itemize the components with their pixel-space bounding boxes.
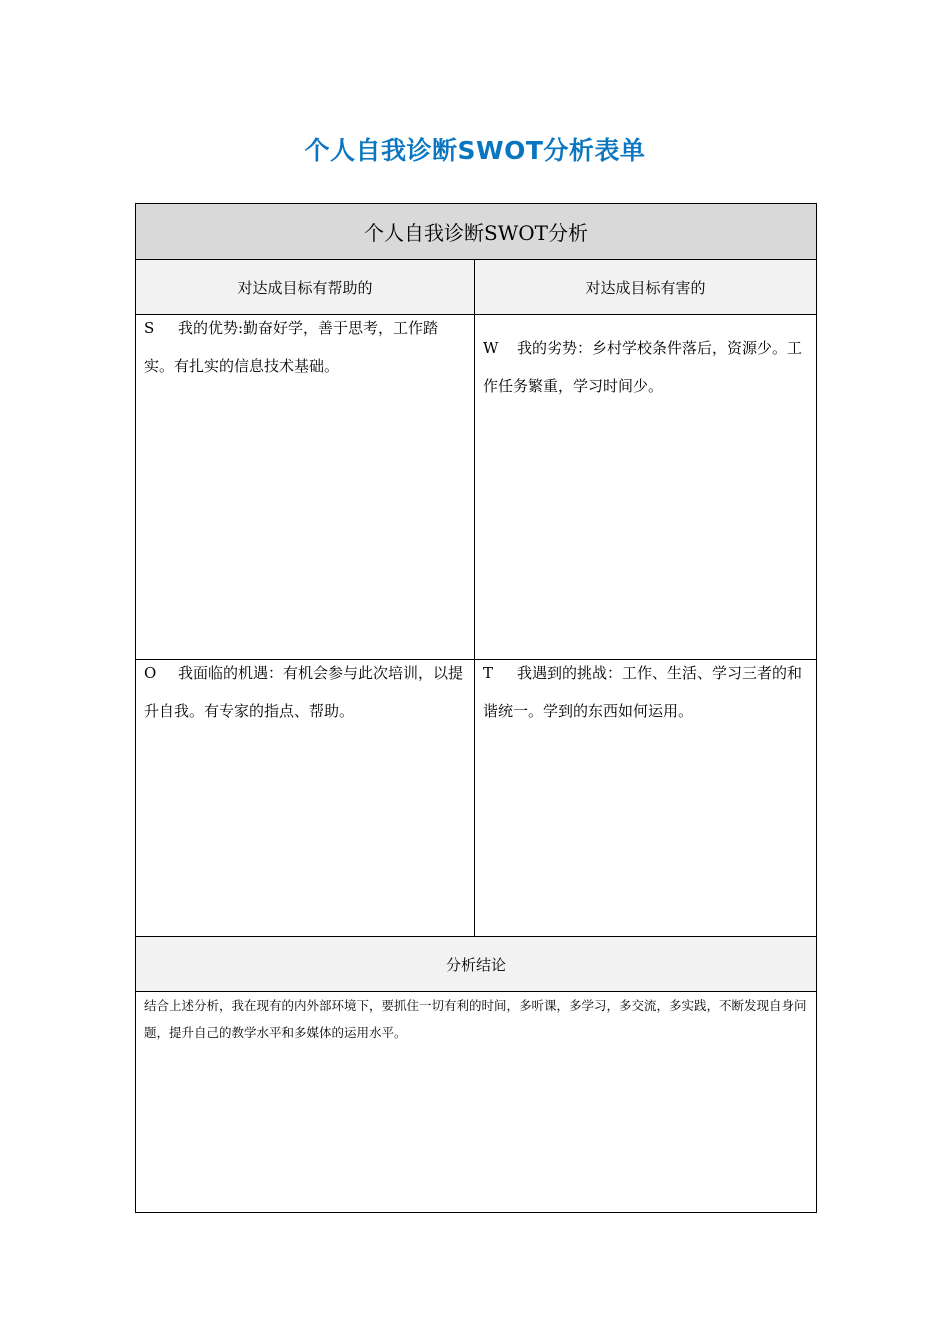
- threats-letter: T: [483, 664, 494, 682]
- column-header-helpful: 对达成目标有帮助的: [136, 260, 475, 315]
- page-title: 个人自我诊断SWOT分析表单: [304, 136, 646, 165]
- strengths-weaknesses-row: [136, 315, 817, 660]
- threats-text: 我遇到的挑战：工作、生活、学习三者的和谐统一。学到的东西如何运用。: [483, 664, 803, 720]
- opportunities-letter: O: [144, 664, 157, 682]
- conclusion-text: 结合上述分析，我在现有的内外部环境下，要抓住一切有利的时间，多听课，多学习，多交流，多实践，不断发现自身问题，提升自己的教学水平和多媒体的运用水平。: [136, 992, 817, 1213]
- weaknesses-letter: W: [483, 339, 499, 357]
- conclusion-header-row: [136, 937, 817, 992]
- strengths-letter: S: [144, 319, 155, 337]
- conclusion-header: 分析结论: [136, 937, 817, 992]
- table-header-row: [136, 204, 817, 260]
- conclusion-row: [136, 992, 817, 1213]
- opportunities-cell: [136, 660, 475, 937]
- strengths-text: 我的优势:勤奋好学，善于思考，工作踏实。有扎实的信息技术基础。: [144, 319, 439, 375]
- opportunities-threats-row: [136, 660, 817, 937]
- threats-cell: [475, 660, 817, 937]
- table-header: 个人自我诊断SWOT分析: [136, 204, 817, 260]
- column-header-row: [136, 260, 817, 315]
- column-header-harmful: 对达成目标有害的: [475, 260, 817, 315]
- opportunities-text: 我面临的机遇：有机会参与此次培训，以提升自我。有专家的指点、帮助。: [144, 664, 464, 720]
- weaknesses-text: 我的劣势：乡村学校条件落后，资源少。工作任务繁重，学习时间少。: [483, 339, 803, 395]
- swot-table: [135, 203, 817, 1213]
- weaknesses-cell: [475, 315, 817, 660]
- strengths-cell: [136, 315, 475, 660]
